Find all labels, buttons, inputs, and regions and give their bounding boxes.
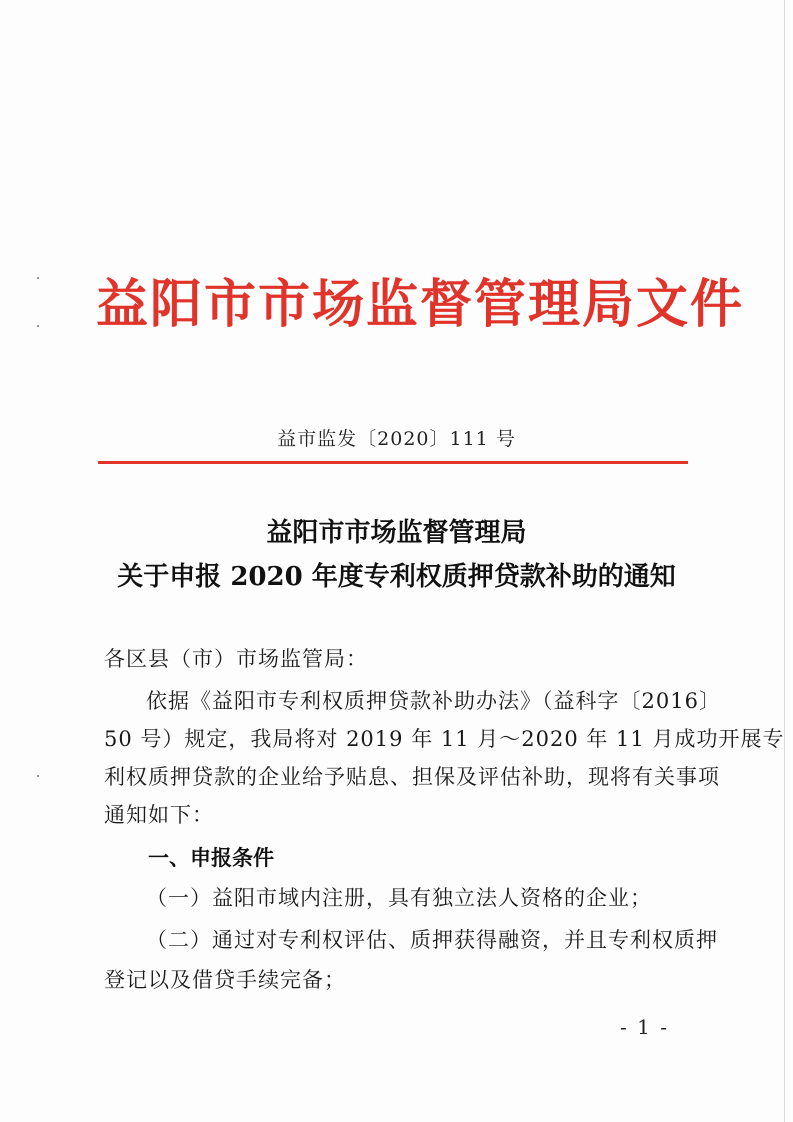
condition-1: （一）益阳市域内注册，具有独立法人资格的企业； bbox=[146, 886, 652, 910]
intro-line-4: 通知如下： bbox=[104, 803, 214, 827]
intro-line-2: 50 号）规定，我局将对 2019 年 11 月～2020 年 11 月成功开展专 bbox=[104, 727, 785, 751]
issuer-header-title: 益阳市市场监督管理局文件 bbox=[96, 274, 745, 335]
intro-line-1: 依据《益阳市专利权质押贷款补助办法》（益科字〔2016〕 bbox=[146, 689, 721, 713]
condition-2-line-2: 登记以及借贷手续完备； bbox=[104, 968, 346, 992]
page-number: - 1 - bbox=[620, 1015, 669, 1039]
red-separator-line bbox=[98, 461, 688, 464]
scan-speck bbox=[37, 775, 39, 777]
document-number: 益市监发〔2020〕111 号 bbox=[277, 428, 516, 450]
document-title-line-2: 关于申报 2020 年度专利权质押贷款补助的通知 bbox=[117, 562, 676, 592]
document-title-line-1: 益阳市市场监督管理局 bbox=[266, 518, 527, 548]
scan-speck bbox=[37, 277, 39, 279]
section-heading-conditions: 一、申报条件 bbox=[148, 846, 274, 870]
scan-speck bbox=[37, 325, 39, 327]
salutation: 各区县（市）市场监管局： bbox=[104, 647, 368, 671]
condition-2-line-1: （二）通过对专利权评估、质押获得融资，并且专利权质押 bbox=[146, 928, 718, 952]
intro-line-3: 利权质押贷款的企业给予贴息、担保及评估补助，现将有关事项 bbox=[104, 765, 720, 789]
